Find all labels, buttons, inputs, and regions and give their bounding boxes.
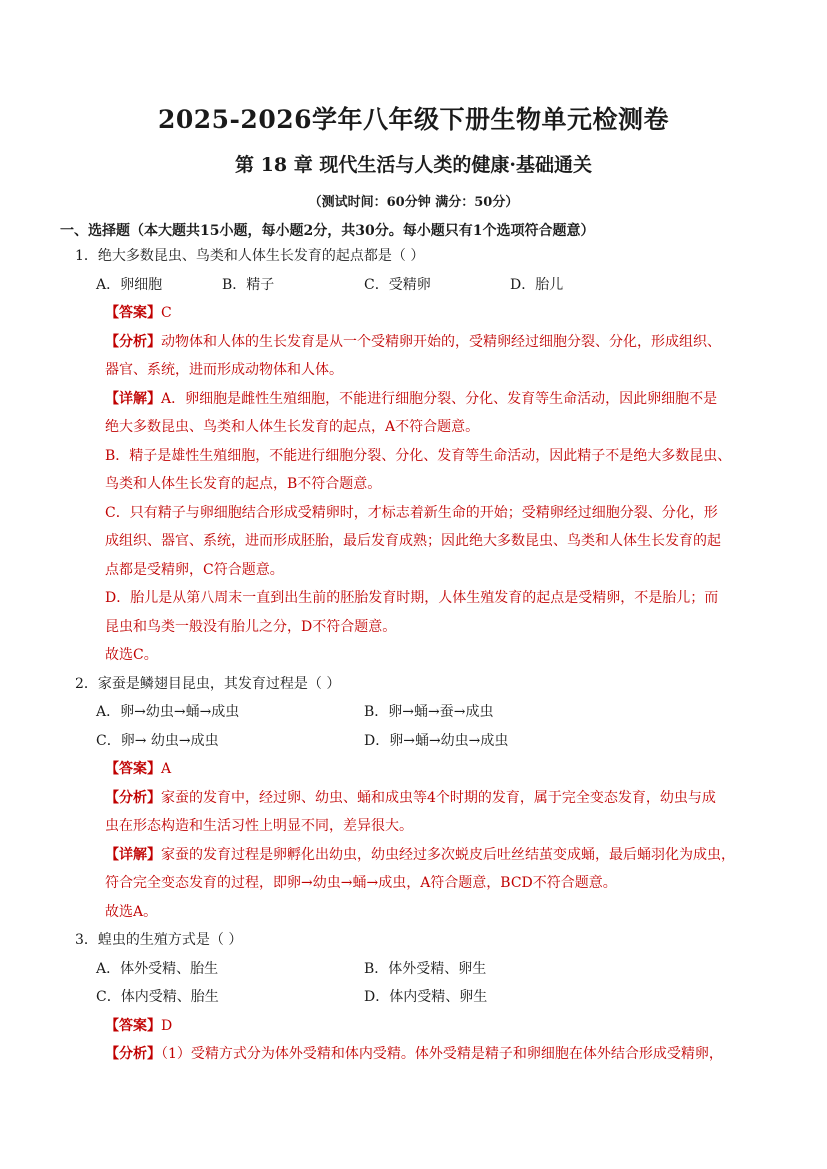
- analysis-text: 家蚕的发育中，经过卵、幼虫、蛹和成虫等4个时期的发育，属于完全变态发育，幼虫与成: [161, 790, 716, 806]
- detail-text: 符合完全变态发育的过程，即卵→幼虫→蛹→成虫，A符合题意，BCD不符合题意。: [105, 875, 617, 891]
- question-3-stem: 3．蝗虫的生殖方式是（ ）: [75, 932, 243, 948]
- detail-text: 成组织、器官、系统，进而形成胚胎，最后发育成熟；因此绝大多数昆虫、鸟类和人体生长发育的起: [105, 533, 721, 549]
- time-score-info: （测试时间：60分钟 满分：50分）: [308, 195, 519, 210]
- question-2-option-b: B．卵→蛹→蚕→成虫: [364, 704, 494, 720]
- answer-label: 【答案】: [105, 761, 161, 777]
- section-heading: 一、选择题（本大题共15小题，每小题2分，共30分。每小题只有1个选项符合题意）: [60, 223, 595, 239]
- answer-value: C: [161, 305, 172, 321]
- question-3-analysis: [105, 1044, 723, 1064]
- detail-text: C．只有精子与卵细胞结合形成受精卵时，才标志着新生命的开始；受精卵经过细胞分裂、分化，形: [105, 505, 718, 521]
- question-1-option-d: D．胎儿: [510, 277, 564, 293]
- answer-value: D: [161, 1018, 173, 1034]
- question-2-analysis: [105, 788, 716, 808]
- question-1-answer: [105, 303, 172, 323]
- analysis-text: （1）受精方式分为体外受精和体内受精。体外受精是精子和卵细胞在体外结合形成受精卵，: [161, 1046, 723, 1062]
- question-2-stem: 2．家蚕是鳞翅目昆虫，其发育过程是（ ）: [75, 676, 341, 692]
- question-1-option-b: B．精子: [222, 277, 275, 293]
- question-2-conclusion: 故选A。: [105, 904, 158, 920]
- question-2-detail: [105, 845, 735, 865]
- question-1-conclusion: 故选C。: [105, 647, 158, 663]
- question-2-option-c: C．卵→ 幼虫→成虫: [96, 733, 219, 749]
- analysis-text: 虫在形态构造和生活习性上明显不同，差异很大。: [105, 818, 413, 834]
- question-1-option-a: A．卵细胞: [96, 277, 163, 293]
- analysis-label: 【分析】: [105, 334, 161, 350]
- exam-title: 2025-2026学年八年级下册生物单元检测卷: [157, 105, 670, 134]
- detail-text: 家蚕的发育过程是卵孵化出幼虫，幼虫经过多次蜕皮后吐丝结茧变成蛹，最后蛹羽化为成虫，: [161, 847, 735, 863]
- question-1-option-c: C．受精卵: [364, 277, 431, 293]
- question-2-option-a: A．卵→幼虫→蛹→成虫: [96, 704, 240, 720]
- question-3-option-a: A．体外受精、胎生: [96, 961, 219, 977]
- question-3-option-b: B．体外受精、卵生: [364, 961, 487, 977]
- answer-value: A: [161, 761, 172, 777]
- detail-text: B．精子是雄性生殖细胞，不能进行细胞分裂、分化、发育等生命活动，因此精子不是绝大多数昆虫、: [105, 448, 732, 464]
- detail-text: A．卵细胞是雌性生殖细胞，不能进行细胞分裂、分化、发育等生命活动，因此卵细胞不是: [161, 391, 718, 407]
- analysis-label: 【分析】: [105, 790, 161, 806]
- answer-label: 【答案】: [105, 1018, 161, 1034]
- question-2-option-d: D．卵→蛹→幼虫→成虫: [364, 733, 509, 749]
- analysis-text: 器官、系统，进而形成动物体和人体。: [105, 362, 343, 378]
- analysis-text: 动物体和人体的生长发育是从一个受精卵开始的，受精卵经过细胞分裂、分化，形成组织、: [161, 334, 721, 350]
- detail-text: D．胎儿是从第八周末一直到出生前的胚胎发育时期，人体生殖发育的起点是受精卵，不是胎儿；而: [105, 590, 719, 606]
- detail-text: 绝大多数昆虫、鸟类和人体生长发育的起点，A不符合题意。: [105, 419, 480, 435]
- detail-text: 昆虫和鸟类一般没有胎儿之分，D不符合题意。: [105, 619, 397, 635]
- detail-text: 点都是受精卵，C符合题意。: [105, 562, 284, 578]
- detail-text: 鸟类和人体生长发育的起点，B不符合题意。: [105, 476, 382, 492]
- question-3-option-d: D．体内受精、卵生: [364, 989, 488, 1005]
- question-1-detail: [105, 389, 717, 409]
- question-3-answer: [105, 1016, 172, 1036]
- chapter-subtitle: 第 18 章 现代生活与人类的健康·基础通关: [235, 154, 592, 176]
- question-1-stem: 1．绝大多数昆虫、鸟类和人体生长发育的起点都是（ ）: [75, 248, 425, 264]
- answer-label: 【答案】: [105, 305, 161, 321]
- detail-label: 【详解】: [105, 391, 161, 407]
- question-3-option-c: C．体内受精、胎生: [96, 989, 219, 1005]
- detail-label: 【详解】: [105, 847, 161, 863]
- question-1-analysis: [105, 332, 721, 352]
- analysis-label: 【分析】: [105, 1046, 161, 1062]
- question-2-answer: [105, 759, 171, 779]
